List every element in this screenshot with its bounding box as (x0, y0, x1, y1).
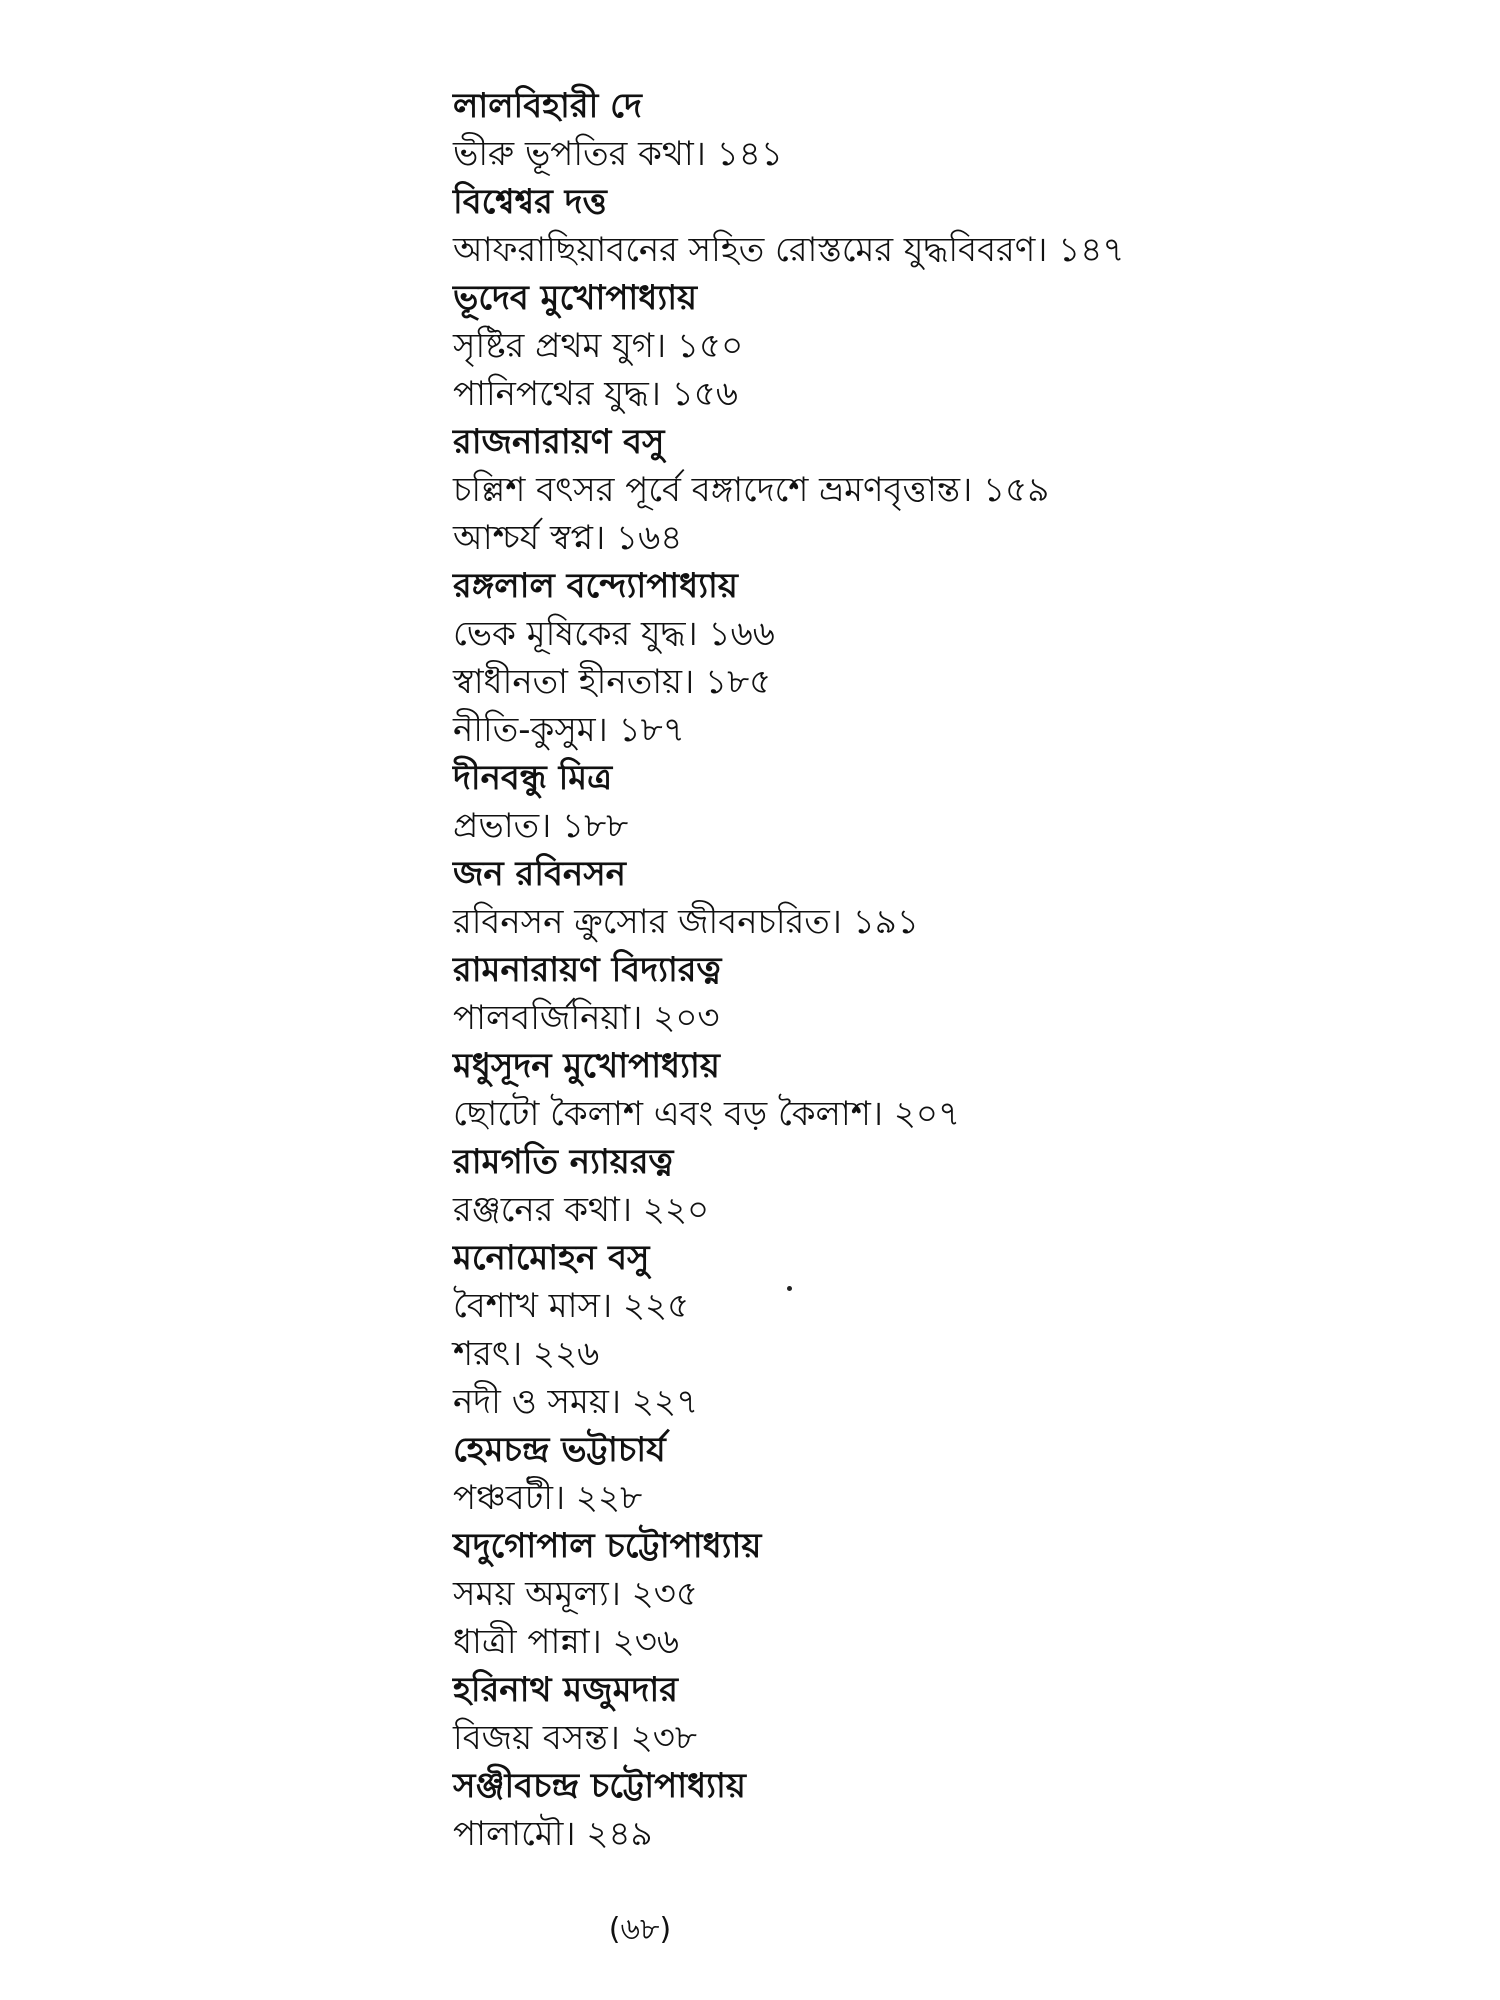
author-heading: যদুগোপাল চট্টোপাধ্যায় (453, 1526, 762, 1566)
author-heading: হরিনাথ মজুমদার (453, 1670, 678, 1710)
table-of-contents (453, 82, 1453, 1858)
work-entry: সৃষ্টির প্রথম যুগ। ১৫০ (453, 326, 744, 366)
work-entry: চল্লিশ বৎসর পূর্বে বঙ্গাদেশে ভ্রমণবৃত্তান্ত। ১৫৯ (453, 470, 1050, 510)
author-heading: বিশ্বেশ্বর দত্ত (453, 182, 607, 222)
work-entry: ভেক মূষিকের যুদ্ধ। ১৬৬ (453, 614, 775, 654)
work-entry: শরৎ। ২২৬ (453, 1334, 600, 1374)
author-heading: রাজনারায়ণ বসু (453, 422, 665, 462)
work-entry: নীতি-কুসুম। ১৮৭ (453, 710, 685, 750)
work-entry: আফরাছিয়াবনের সহিত রোস্তমের যুদ্ধবিবরণ। ১৪৭ (453, 230, 1125, 270)
work-entry: রবিনসন ক্রুসোর জীবনচরিত। ১৯১ (453, 902, 919, 942)
work-entry: নদী ও সময়। ২২৭ (453, 1382, 699, 1422)
author-heading: মনোমোহন বসু (453, 1238, 650, 1278)
author-heading: মধুসূদন মুখোপাধ্যায় (453, 1046, 720, 1086)
author-heading: হেমচন্দ্র ভট্টাচার্য (453, 1430, 666, 1470)
work-entry: পঞ্চবটী। ২২৮ (453, 1478, 643, 1518)
author-heading: জন রবিনসন (453, 854, 626, 894)
work-entry: বৈশাখ মাস। ২২৫ (453, 1286, 690, 1326)
work-entry: ছোটো কৈলাশ এবং বড় কৈলাশ। ২০৭ (453, 1094, 961, 1134)
work-entry: বিজয় বসন্ত। ২৩৮ (453, 1718, 697, 1758)
work-entry: আশ্চর্য স্বপ্ন। ১৬৪ (453, 518, 683, 558)
work-entry: স্বাধীনতা হীনতায়। ১৮৫ (453, 662, 772, 702)
work-entry: পালামৌ। ২৪৯ (453, 1814, 653, 1854)
work-entry: ভীরু ভূপতির কথা। ১৪১ (453, 134, 783, 174)
author-heading: দীনবন্ধু মিত্র (453, 758, 613, 798)
work-entry: প্রভাত। ১৮৮ (453, 806, 629, 846)
author-heading: রঙ্গলাল বন্দ্যোপাধ্যায় (453, 566, 738, 606)
author-heading: সঞ্জীবচন্দ্র চট্টোপাধ্যায় (453, 1766, 746, 1806)
work-entry: পালবর্জিনিয়া। ২০৩ (453, 998, 720, 1038)
page-number: (৬৮) (608, 1912, 672, 1947)
author-heading: রামনারায়ণ বিদ্যারত্ন (453, 950, 722, 990)
scan-speck (787, 1286, 792, 1291)
author-heading: রামগতি ন্যায়রত্ন (453, 1142, 674, 1182)
work-entry: পানিপথের যুদ্ধ। ১৫৬ (453, 374, 738, 414)
work-entry: রঞ্জনের কথা। ২২০ (453, 1190, 710, 1230)
work-entry: সময় অমূল্য। ২৩৫ (453, 1574, 698, 1614)
work-entry: ধাত্রী পান্না। ২৩৬ (453, 1622, 679, 1662)
author-heading: লালবিহারী দে (453, 86, 642, 126)
author-heading: ভূদেব মুখোপাধ্যায় (453, 278, 698, 318)
